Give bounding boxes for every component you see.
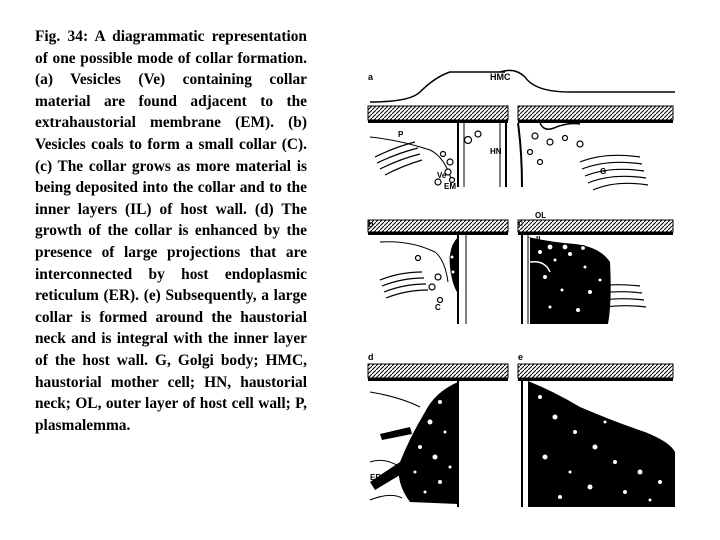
label-ol: OL — [535, 211, 547, 220]
panel-label-c: c — [518, 218, 524, 228]
figure-caption: Fig. 34: A diagrammatic representation of one possible mode of collar formation. (a) Vesicles (Ve) containing collar material are found adjacent to the extrahaustorial membrane (EM). (b) Vesicles coals to form a small collar (C). (c) The collar grows as more material is being deposited into the collar and to the inner layers (IL) of host wall. (d) The growth of the collar is enhanced by the presence of large projections that are interconnected by host endoplasmic reticulum (ER). (e) Subsequently, a large collar is formed around the haustorial neck and is integral with the inner layer of the host wall. G, Golgi body; HMC, haustorial mother cell; HN, haustorial neck; OL, outer layer of host cell wall; P, plasmalemma. — [35, 28, 307, 434]
label-c: C — [435, 303, 441, 312]
panel-d — [368, 352, 508, 507]
label-hmc: HMC — [490, 72, 511, 82]
label-em: EM — [444, 182, 456, 191]
panel-label-a: a — [368, 72, 374, 82]
label-er: ER — [370, 473, 382, 482]
label-il: IL — [536, 235, 544, 244]
label-p: P — [398, 130, 404, 139]
panel-b — [368, 219, 508, 324]
panel-a — [368, 70, 675, 191]
panel-c — [518, 211, 673, 324]
label-hn: HN — [490, 147, 502, 156]
label-ve: Ve — [437, 171, 447, 180]
panel-e — [518, 352, 675, 507]
panel-label-d: d — [368, 352, 374, 362]
panel-label-e: e — [518, 352, 524, 362]
label-g: G — [600, 167, 607, 176]
panel-label-b: b — [368, 219, 374, 229]
collar-formation-diagram — [340, 62, 685, 512]
